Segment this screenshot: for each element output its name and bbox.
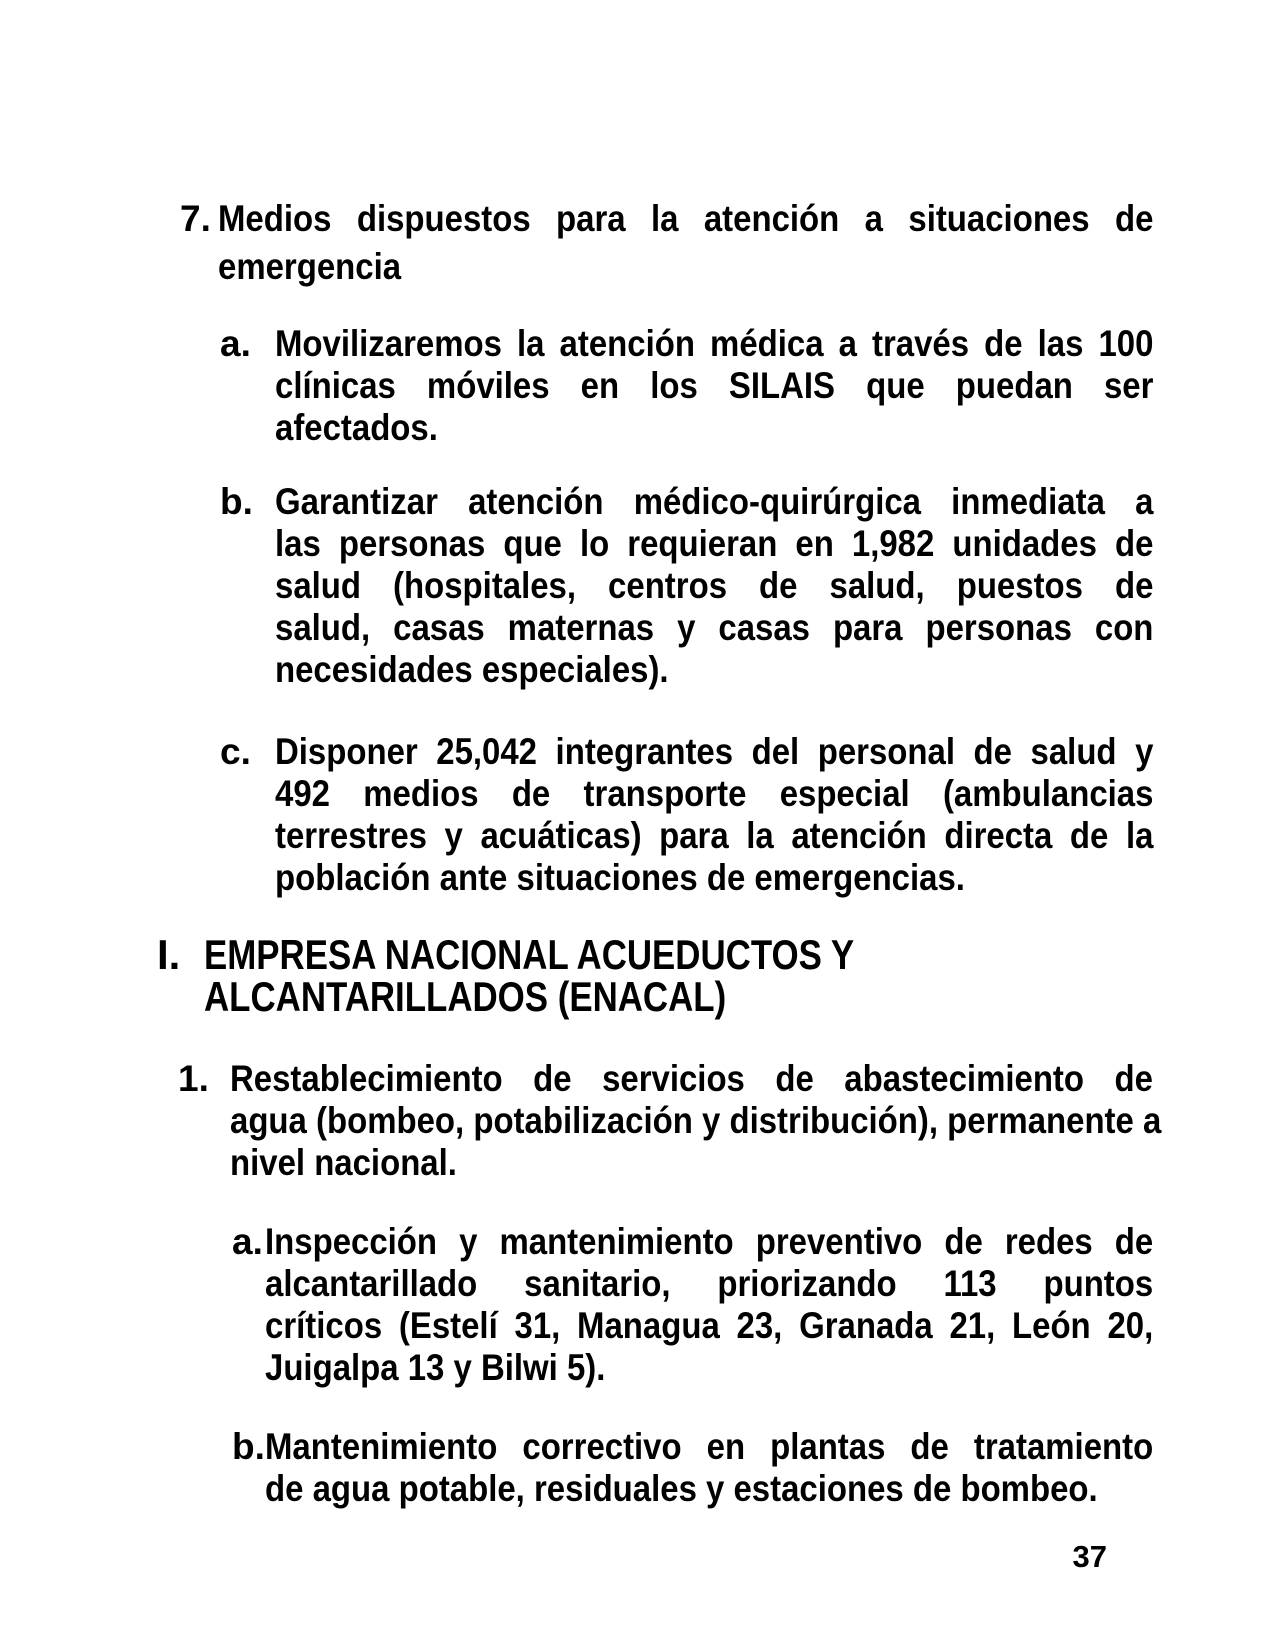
heading-text: EMPRESA NACIONAL ACUEDUCTOS Y ALCANTARILLADOS (ENACAL) [204,931,855,1020]
item-text: Garantizar atención médico-quirúrgica inmediata a las personas que lo requieran en 1,982 unidades de salud (hospitales, centros de salud, puestos de salud, casas maternas y casas para personas con necesidades especiales). [275,481,1154,690]
item-marker: I. [157,931,181,978]
item-marker: 1. [178,1058,209,1099]
item-text: Inspección y mantenimiento preventivo de redes de alcantarillado sanitario, priorizando 113 puntos críticos (Estelí 31, Managua 23, Granada 21, León 20, Juigalpa 13 y Bilwi 5). [265,1221,1154,1388]
item-text: Medios dispuestos para la atención a situaciones de emergencia [218,198,1154,287]
item-text: Disponer 25,042 integrantes del personal de salud y 492 medios de transporte especial (ambulancias terrestres y acuáticas) para la atención directa de la población ante situaciones de emergencias. [275,731,1154,898]
item-marker: 7. [180,198,211,239]
item-marker: a. [220,323,251,364]
item-marker: c. [220,731,251,772]
subitem-7b [220,481,1275,691]
list-item-7 [180,195,1275,291]
subitem-1a [232,1221,1275,1389]
subitem-1b [232,1426,1275,1510]
subitem-7a [220,323,1275,449]
item-text: Movilizaremos la atención médica a través de las 100 clínicas móviles en los SILAIS que puedan ser afectados. [275,323,1154,448]
item-marker: b. [232,1426,265,1467]
page-number: 37 [1072,1539,1107,1574]
subitem-7c [220,731,1275,899]
item-text: Restablecimiento de servicios de abastecimiento de agua (bombeo, potabilización y distribución), permanente a nivel nacional. [230,1058,1162,1183]
item-marker: b. [220,481,253,522]
item-text: Mantenimiento correctivo en plantas de tratamiento de agua potable, residuales y estaciones de bombeo. [265,1426,1154,1509]
section-heading-enacal [157,931,1275,1020]
item-marker: a. [232,1221,263,1262]
list-item-1 [178,1058,1275,1184]
